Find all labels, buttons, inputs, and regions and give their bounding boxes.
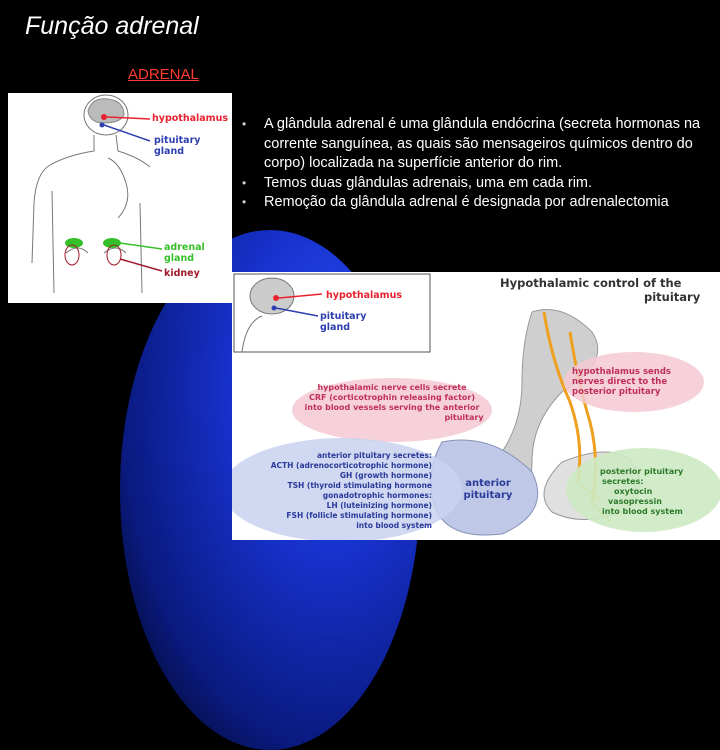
posterior-secretes-line: vasopressin bbox=[608, 497, 662, 506]
figure-title-line1: Hypothalamic control of the bbox=[500, 276, 682, 290]
torso-left-outline bbox=[52, 191, 54, 293]
sends-text-line: posterior pituitary bbox=[572, 387, 661, 397]
body-glands-figure bbox=[8, 93, 232, 303]
anterior-secretes-line: GH (growth hormone) bbox=[339, 471, 432, 480]
pink-text-line: into blood vessels serving the anterior bbox=[304, 403, 480, 412]
inset-label-gland: gland bbox=[320, 322, 351, 333]
anterior-secretes-line: gonadotrophic hormones: bbox=[322, 491, 432, 500]
sends-text-line: nerves direct to the bbox=[572, 377, 668, 387]
pituitary-dot bbox=[100, 123, 105, 128]
posterior-secretes-line: posterior pituitary bbox=[600, 467, 684, 476]
label-hypothalamus: hypothalamus bbox=[152, 113, 228, 124]
anterior-secretes-line: into blood system bbox=[356, 521, 432, 530]
anterior-secretes-line: LH (luteinizing hormone) bbox=[326, 501, 432, 510]
anterior-pituitary-label: pituitary bbox=[463, 490, 513, 501]
pink-text-line: pituitary bbox=[444, 413, 484, 422]
kidney-left bbox=[65, 245, 79, 265]
torso-right-outline bbox=[140, 203, 142, 293]
posterior-secretes-line: into blood system bbox=[602, 507, 683, 516]
left-shoulder-outline bbox=[32, 135, 94, 263]
anterior-secretes-line: TSH (thyroid stimulating hormone bbox=[287, 481, 432, 490]
anterior-pituitary-label: anterior bbox=[465, 478, 511, 489]
inset-label-pituitary: pituitary bbox=[320, 311, 367, 322]
label-kidney: kidney bbox=[164, 268, 200, 279]
anterior-secretes-line: FSH (follicle stimulating hormone) bbox=[286, 511, 432, 520]
bullet-item: • Remoção da glândula adrenal é designada por adrenalectomia bbox=[238, 193, 708, 213]
pink-text-line: CRF (corticotrophin releasing factor) bbox=[308, 393, 476, 402]
bullet-item: • Temos duas glândulas adrenais, uma em cada rim. bbox=[238, 174, 708, 194]
label-adrenal: adrenal bbox=[164, 242, 205, 253]
brain-shape bbox=[88, 99, 124, 123]
bullet-item: • A glândula adrenal é uma glândula endócrina (secreta hormonas na corrente sanguínea, as quais são mensageiros químicos dentro do corpo) localizada na superfície anterior do rim. bbox=[238, 115, 708, 174]
posterior-secretes-line: oxytocin bbox=[614, 487, 653, 496]
label-pituitary: pituitary bbox=[154, 135, 201, 146]
inset-label-hypothalamus: hypothalamus bbox=[326, 290, 402, 301]
anterior-secretes-line: ACTH (adrenocorticotrophic hormone) bbox=[270, 461, 432, 470]
slide-title: Função adrenal bbox=[25, 12, 199, 40]
bullet-list bbox=[238, 115, 708, 213]
arm-outline bbox=[108, 158, 128, 218]
posterior-secretes-line: secretes: bbox=[602, 477, 644, 486]
anterior-secretes-line: anterior pituitary secretes: bbox=[316, 451, 432, 460]
label-gland: gland bbox=[154, 146, 185, 157]
sends-text-line: hypothalamus sends bbox=[572, 367, 671, 377]
label-adrenal-gland: gland bbox=[164, 253, 195, 264]
pink-text-line: hypothalamic nerve cells secrete bbox=[317, 383, 467, 392]
figure-title-line2: pituitary bbox=[644, 290, 701, 304]
slide-subtitle-link[interactable]: ADRENAL bbox=[128, 66, 199, 83]
hypothalamus-dot bbox=[101, 114, 107, 120]
pituitary-control-figure bbox=[232, 272, 720, 540]
